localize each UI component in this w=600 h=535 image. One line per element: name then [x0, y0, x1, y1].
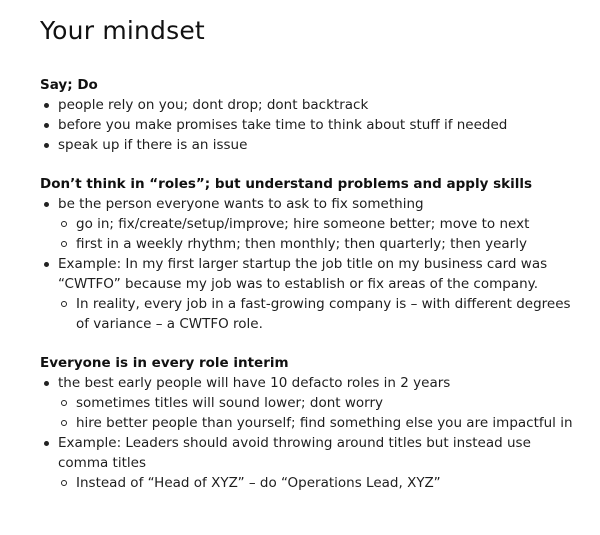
sub-bullet-list: [58, 294, 580, 334]
sub-list-item: first in a weekly rhythm; then monthly; then quarterly; then yearly: [58, 234, 580, 254]
sub-bullet-list: [58, 393, 580, 433]
sub-list-item: go in; fix/create/setup/improve; hire someone better; move to next: [58, 214, 580, 234]
section-heading: Everyone is in every role interim: [40, 355, 289, 371]
list-item-text: Example: In my first larger startup the job title on my business card was “CWTFO” because my job was to establish or fix areas of the company.: [58, 256, 548, 292]
section-heading: Don’t think in “roles”; but understand problems and apply skills: [40, 176, 533, 192]
list-item-text: Example: Leaders should avoid throwing around titles but instead use comma titles: [58, 435, 531, 471]
list-item: speak up if there is an issue: [40, 135, 580, 155]
bullet-list: [40, 194, 580, 334]
list-item: [40, 194, 580, 254]
section-heading: Say; Do: [40, 77, 98, 93]
list-item: [40, 373, 580, 433]
bullet-list: [40, 373, 580, 493]
list-item: people rely on you; dont drop; dont backtrack: [40, 95, 580, 115]
sub-bullet-list: [58, 473, 580, 493]
list-item: [40, 254, 580, 334]
page-title: Your mindset: [40, 16, 205, 45]
bullet-list: [40, 95, 580, 155]
list-item: before you make promises take time to think about stuff if needed: [40, 115, 580, 135]
section-every-role: [40, 353, 580, 493]
section-say-do: [40, 75, 580, 155]
list-item: [40, 433, 580, 493]
sub-list-item: sometimes titles will sound lower; dont worry: [58, 393, 580, 413]
sub-list-item: Instead of “Head of XYZ” – do “Operations Lead, XYZ”: [58, 473, 580, 493]
sub-bullet-list: [58, 214, 580, 254]
list-item-text: be the person everyone wants to ask to fix something: [58, 196, 424, 212]
sub-list-item: hire better people than yourself; find something else you are impactful in: [58, 413, 580, 433]
sub-list-item: In reality, every job in a fast-growing company is – with different degrees of variance – a CWTFO role.: [58, 294, 580, 334]
section-roles: [40, 174, 580, 334]
list-item-text: the best early people will have 10 defacto roles in 2 years: [58, 375, 451, 391]
